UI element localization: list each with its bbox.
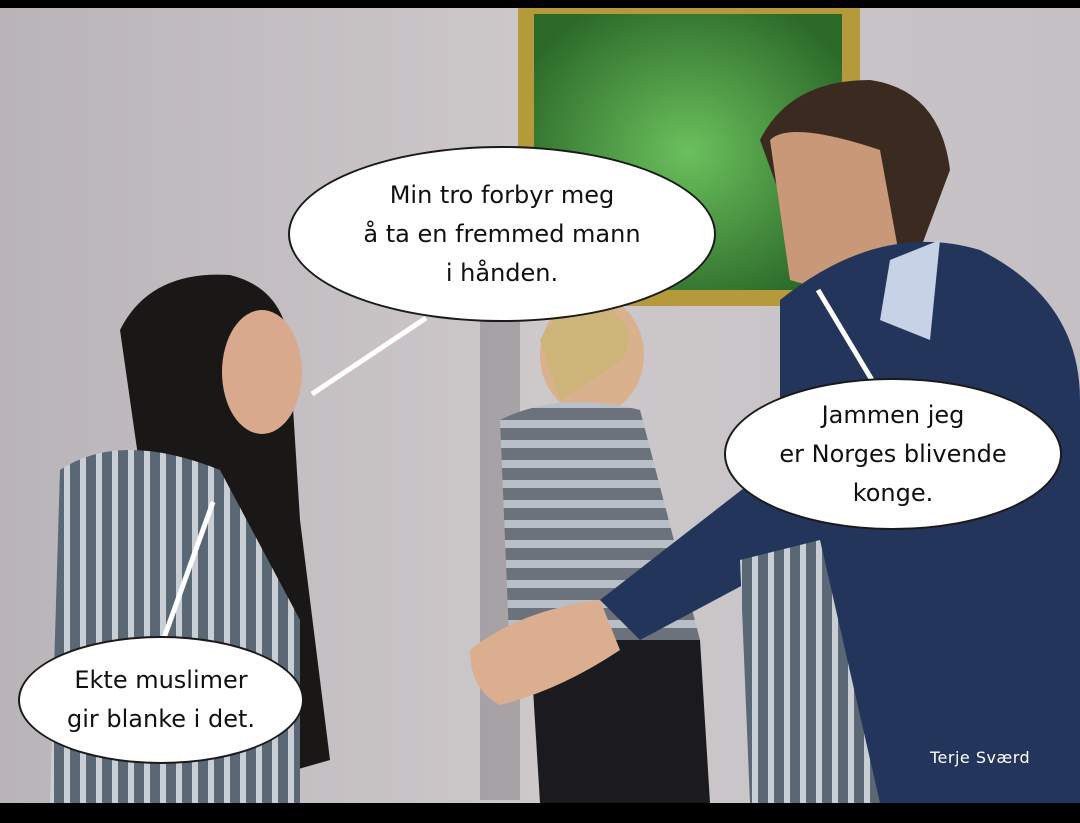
speech-line: Jammen jeg xyxy=(821,400,965,429)
speech-line: er Norges blivende xyxy=(779,439,1007,468)
speech-line: konge. xyxy=(852,478,934,507)
left-woman-face xyxy=(222,310,302,434)
speech-line: Ekte muslimer xyxy=(74,666,248,694)
speech-line: å ta en fremmed mann xyxy=(363,219,641,248)
artist-signature: Terje Sværd xyxy=(930,748,1031,767)
speech-bubble-bottom xyxy=(18,636,304,764)
speech-line: Min tro forbyr meg xyxy=(389,180,615,209)
speech-bubble-man xyxy=(724,378,1062,530)
speech-bubble-woman xyxy=(288,146,716,322)
top-border xyxy=(0,0,1080,8)
speech-line: i hånden. xyxy=(445,258,559,287)
bottom-border xyxy=(0,803,1080,823)
speech-line: gir blanke i det. xyxy=(67,705,255,733)
